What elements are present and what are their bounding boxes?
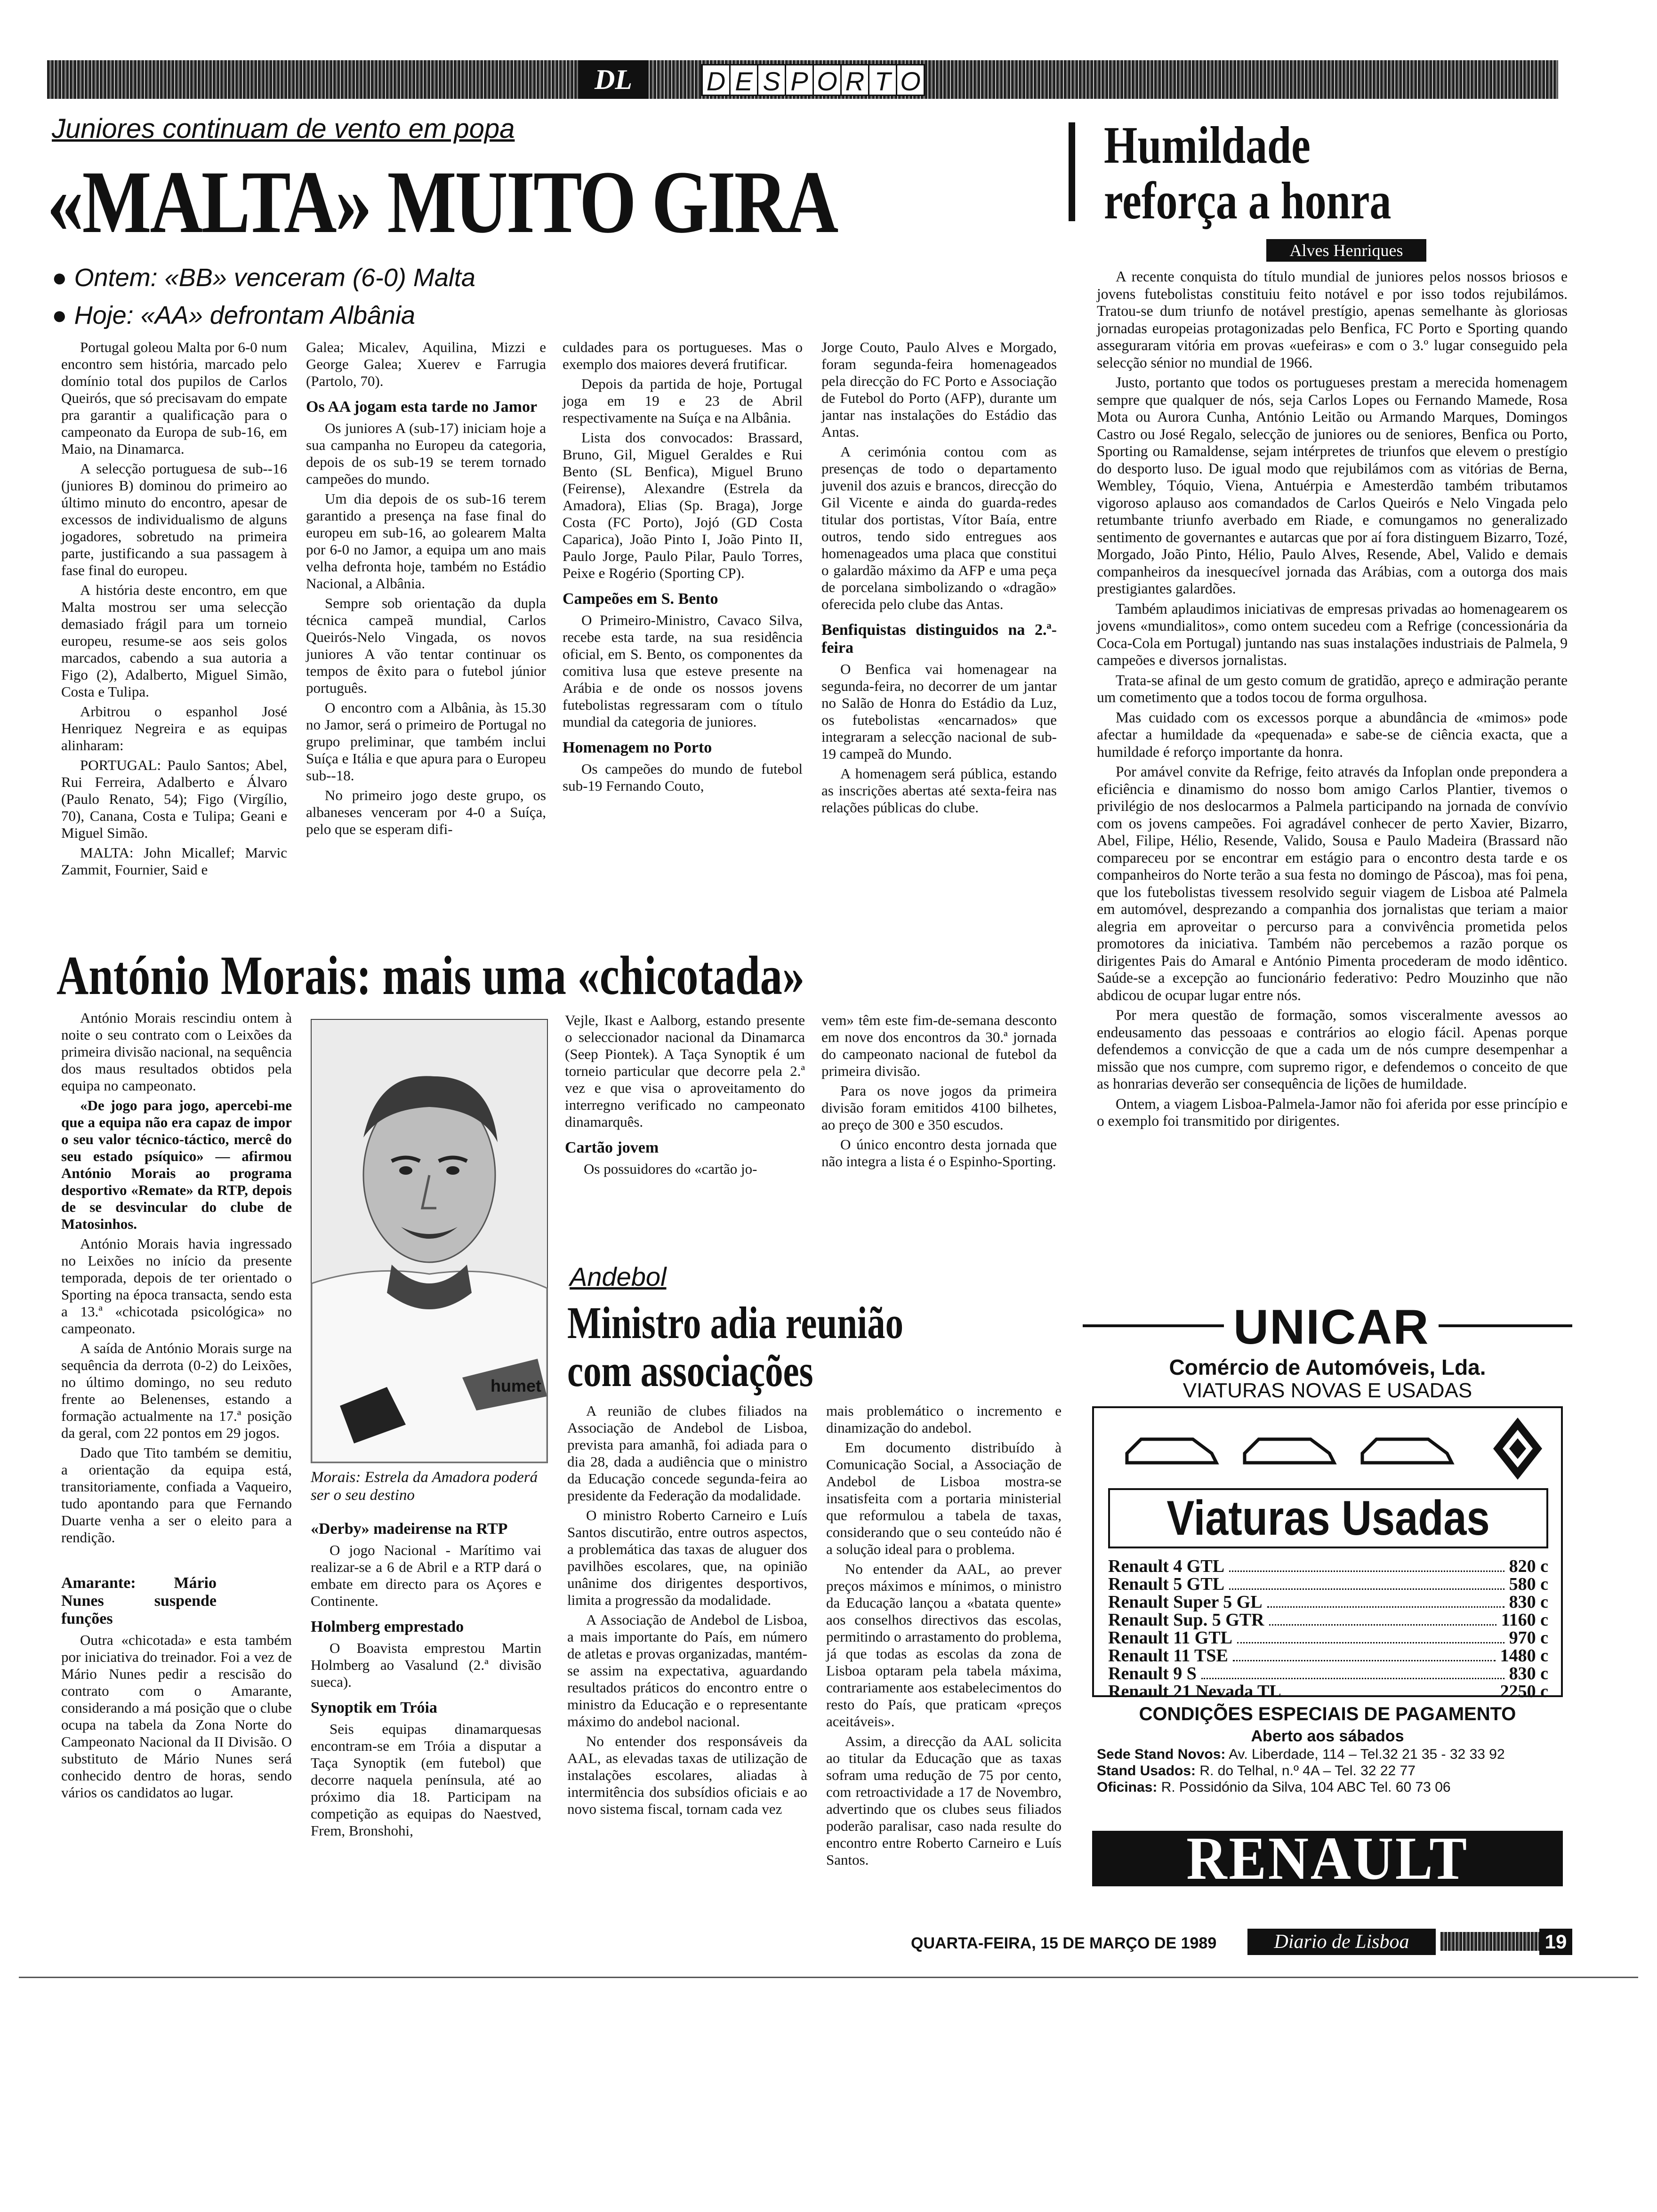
unicar-company: Comércio de Automóveis, Lda. [1169, 1355, 1486, 1379]
paragraph: O único encontro desta jornada que não integra a lista é o Espinho-Sporting. [821, 1136, 1057, 1170]
editorial-rule [1069, 122, 1075, 221]
paragraph: A reunião de clubes filiados na Associação de Andebol de Lisboa, prevista para amanhã, foi adiada para o dia 28, dada a audiência que o ministro da Educação concede segunda-feira ao presidente da Federação da modalidade. [567, 1403, 807, 1504]
section-letter: R [840, 64, 869, 96]
malta-kicker: Juniores continuam de vento em popa [52, 113, 515, 144]
paragraph: Os juniores A (sub-17) iniciam hoje a sua campanha no Europeu da categoria, depois de os sub-19 se terem tornado campeões do mundo. [306, 420, 546, 487]
price-row: Renault 11 TSE 1480 c [1108, 1646, 1548, 1666]
photo-shirt-text: humet [491, 1376, 541, 1395]
paragraph: Também aplaudimos iniciativas de empresas privadas ao homenagearem os jovens «mundialitos», como ontem sucedeu com a Refrige (concessionária da Coca-Cola em Portugal) juntando nas suas instalações industriais de Palmela, 9 campeões e diversos jornalistas. [1097, 600, 1568, 668]
paragraph: Seis equipas dinamarquesas encontram-se em Tróia a disputar a Taça Synoptik (em futebol) que decorre naquela península, até ao próximo dia 18. Participam na competição as equipas do Naestved, Frem, Bronshohi, [311, 1721, 541, 1839]
price-row: Renault 11 GTL 970 c [1108, 1628, 1548, 1648]
section-letter: S [757, 64, 786, 96]
price-row: Renault Super 5 GL 830 c [1108, 1592, 1548, 1612]
unicar-brand: UNICAR [1224, 1304, 1439, 1351]
address-row: Sede Stand Novos: Av. Liberdade, 114 – Tel.32 21 35 - 32 33 92 [1097, 1747, 1505, 1762]
footer-paper: Diario de Lisboa [1247, 1929, 1436, 1955]
page-number: 19 [1539, 1929, 1572, 1955]
andebol-headline [567, 1299, 903, 1395]
headline-line: reforça a honra [1104, 172, 1392, 230]
footer-rule [19, 1977, 1638, 1978]
paragraph: Jorge Couto, Paulo Alves e Morgado, foram segunda-feira homenageados pela direcção do FC Porto e Associação de Futebol do Porto (AFP), durante um jantar nas instalações do Estádio das Antas. [821, 339, 1057, 440]
section-letter: E [729, 64, 758, 96]
paragraph: A cerimónia contou com as presenças de todo o departamento juvenil dos azuis e brancos, direcção do Gil Vicente e ainda do guarda-redes titular dos portistas, Vítor Baía, entre outros, tendo sido entregues aos homenageados uma placa que constitui o galardão máximo da AFP e uma peça de porcelana simbolizando o «dragão» oferecida pelo clube das Antas. [821, 443, 1057, 612]
subheading: Homenagem no Porto [563, 739, 712, 756]
section-letter: P [785, 64, 814, 96]
morais-col-3 [565, 1012, 805, 1242]
paragraph: A recente conquista do título mundial de juniores pelos nossos briosos e jovens futebolistas constituiu feito notável e por isso todos rejubilámos. Tratou-se dum triunfo de notável prestígio, apenas semelhante às gloriosas jornadas europeias protagonizadas pelo Benfica, FC Porto e Sporting quando asseguraram vitória em provas «uefeiras» e com o 3.º lugar conseguido pela selecção sénior no mundial de 1966. [1097, 268, 1568, 371]
paragraph: vem» têm este fim-de-semana desconto em nove dos encontros da 30.ª jornada do campeonato nacional de futebol da primeira divisão. [821, 1012, 1057, 1079]
paragraph: No primeiro jogo deste grupo, os albaneses venceram por 4-0 a Suíça, pelo que se esperam difi- [306, 787, 546, 837]
paragraph: Arbitrou o espanhol José Henriquez Negreira e as equipas alinharam: [61, 703, 287, 753]
paragraph: Um dia depois de os sub-16 terem garantido a presença na fase final do europeu em sub-16, ao golearem Malta por 6-0 no Jamor, a equipa um ano mais velha defronta hoje, também no Estádio Nacional, a Albânia. [306, 490, 546, 592]
malta-bullets [52, 259, 475, 334]
paragraph: António Morais havia ingressado no Leixões no início da presente temporada, depois de ter orientado o Sporting na época transacta, sendo esta a 13.ª «chicotada psicológica» no campeonato. [61, 1235, 292, 1337]
used-cars-banner [1108, 1488, 1548, 1548]
andebol-col-2 [826, 1403, 1062, 1868]
subheading: Campeões em S. Bento [563, 590, 718, 608]
headline-line: Humildade [1104, 116, 1311, 175]
addresses [1097, 1746, 1568, 1795]
morais-col-4 [821, 1012, 1057, 1242]
paragraph: A Associação de Andebol de Lisboa, a mais importante do País, em número de atletas e provas organizadas, mantém-se assim na expectativa, aguardando resultados práticos do encontro entre o ministro da Educação e o representante máximo do andebol nacional. [567, 1611, 807, 1730]
paragraph: Lista dos convocados: Brassard, Bruno, Gil, Miguel Geraldes e Rui Bento (SL Benfica), Miguel Bruno (Feirense), Alexandre (Estrela da Amadora), Elias (Sp. Braga), Jorge Costa (FC Porto), Jojó (GD Costa Caparica), João Pinto I, João Pinto II, Paulo Jorge, Paulo Pilar, Paulo Torres, Peixe e Rogério (Sporting CP). [563, 429, 803, 581]
paragraph: A homenagem será pública, estando as inscrições abertas até sexta-feira nas relações públicas do clube. [821, 765, 1057, 816]
paragraph: Depois da partida de hoje, Portugal joga em 19 e 23 de Abril respectivamente na Suíça e na Albânia. [563, 376, 803, 426]
address-row: Stand Usados: R. do Telhal, n.º 4A – Tel. 32 22 77 [1097, 1763, 1416, 1779]
paragraph: MALTA: John Micallef; Marvic Zammit, Fournier, Said e [61, 844, 287, 878]
morais-photo [311, 1019, 548, 1463]
paragraph: O ministro Roberto Carneiro e Luís Santos discutirão, entre outros aspectos, a problemática das taxas de aluguer dos pavilhões escolares, que, na opinião unânime dos dirigentes desportivos, limita a progressão da modalidade. [567, 1507, 807, 1608]
paragraph: mais problemático o incremento e dinamização do andebol. [826, 1403, 1062, 1436]
bullet-item: ● Hoje: «AA» defrontam Albânia [52, 301, 416, 329]
malta-col-2 [306, 339, 546, 927]
morais-portrait [312, 1020, 547, 1462]
subheading: «Derby» madeirense na RTP [311, 1520, 508, 1538]
paragraph: Sempre sob orientação da dupla técnica campeã mundial, Carlos Queirós-Nelo Vingada, os novos juniores A vão tentar continuar os tempos de êxito para o futebol júnior português. [306, 595, 546, 696]
malta-col-4 [821, 339, 1057, 927]
paragraph: O Primeiro-Ministro, Cavaco Silva, recebe esta tarde, na sua residência oficial, em S. Bento, os componentes da comitiva lusa que esteve presente na Arábia e de onde os nossos jovens futebolistas regressaram com o título mundial da categoria de juniores. [563, 612, 803, 730]
paragraph: Outra «chicotada» e esta também por iniciativa do treinador. Foi a vez de Mário Nunes pedir a rescisão do contrato com o Amarante, considerando a má posição que o clube ocupa na tabela da Zona Norte do Campeonato Nacional da II Divisão. O substituto de Mário Nunes será conhecido dentro de horas, sendo vários os candidatos ao lugar. [61, 1632, 292, 1801]
paragraph: Ontem, a viagem Lisboa-Palmela-Jamor não foi aferida por esse princípio e o exemplo foi transmitido por dirigentes. [1097, 1095, 1568, 1129]
malta-headline: «MALTA» MUITO GIRA [47, 153, 837, 252]
paragraph: O Boavista emprestou Martin Holmberg ao Vasalund (2.ª divisão sueca). [311, 1640, 541, 1690]
section-title [701, 64, 924, 96]
paragraph: PORTUGAL: Paulo Santos; Abel, Rui Ferreira, Adalberto e Álvaro (Paulo Renato, 54); Figo (Virgílio, 70), Canana, Costa e Tulipa; Geani e Miguel Simão. [61, 757, 287, 841]
paragraph: A saída de António Morais surge na sequência da derrota (0-2) do Leixões, no último domingo, no seu reduto frente ao Belenenses, estando a formação actualmente na 17.ª posição da geral, com 22 pontos em 29 jogos. [61, 1340, 292, 1441]
price-row: Renault 21 Nevada TL 2250 c [1108, 1682, 1548, 1701]
paragraph: Vejle, Ikast e Aalborg, estando presente o seleccionador nacional da Dinamarca (Seep Piontek). A Taça Synoptik é um torneio particular que decorre pela 2.ª vez e que visa o aproveitamento do interregno verificado no campeonato dinamarquês. [565, 1012, 805, 1130]
paragraph: Galea; Micalev, Aquilina, Mizzi e George Galea; Xuerev e Farrugia (Partolo, 70). [306, 339, 546, 389]
headline-line: Ministro adia reunião [567, 1298, 904, 1348]
paragraph: Os campeões do mundo de futebol sub-19 Fernando Couto, [563, 761, 803, 794]
subheading: Benfiquistas distinguidos na 2.ª-feira [821, 621, 1057, 657]
editorial-headline [1104, 118, 1391, 229]
paragraph: Mas cuidado com os excessos porque a abundância de «mimos» pode afectar a humildade da «pequenada» e sabe-se de ciência exacta, que a humildade é reforço importante da honra. [1097, 709, 1568, 760]
paragraph: culdades para os portugueses. Mas o exemplo dos maiores deverá frutificar. [563, 339, 803, 372]
paragraph: Em documento distribuído à Comunicação Social, a Associação de Andebol de Lisboa mostra-se insatisfeita com a portaria ministerial que reformulou a tabela de taxas, considerando que o seu conteúdo não é a solução ideal para o problema. [826, 1439, 1062, 1557]
paragraph: «De jogo para jogo, apercebi-me que a equipa não era capaz de impor o seu valor técnico-táctico, mercê do seu estado psíquico» — afirmou António Morais ao programa desportivo «Remate» da RTP, depois de se desvincular do clube de Matosinhos. [61, 1097, 292, 1232]
headline-line: com associações [567, 1346, 813, 1396]
paragraph: No entender dos responsáveis da AAL, as elevadas taxas de utilização de instalações escolares, aliadas à intermitência dos subsídios oficiais e ao novo sistema fiscal, tornam cada vez [567, 1733, 807, 1817]
paragraph: Por amável convite da Refrige, feito através da Infoplan onde prepondera a eficiência e dinamismo do nosso bom amigo Carlos Plantier, tivemos o privilégio de nos deslocarmos a Palmela participando na jornada de convívio com os jovens campeões. Foi agradável conhecer de perto Xavier, Bizarro, Abel, Filipe, Hélio, Resende, Valido, Sousa e Paulo Madeira (Brassard não compareceu por se encontrar em estágio para o encontro desta tarde e os companheiros do Norte terão a sua festa no domingo de Páscoa), mas foi pena, que los futebolistas tivessem resolvido seguir viagem de Lisboa até Palmela em automóvel, desprezando a companhia dos jornalistas que teriam a maior alegria em aproveitar o percurso para a convivência prometida pelos promotores da iniciativa. Também não percebemos a razão porque os dirigentes Pais do Amaral e António Pimenta procederam de modo idêntico. Saúde-se a excepção ao funcionário federativo: Pedro Mouzinho que não abdicou de ocupar lugar entre nós. [1097, 763, 1568, 1003]
paragraph: António Morais rescindiu ontem à noite o seu contrato com o Leixões da primeira divisão nacional, na sequência dos maus resultados obtidos pela equipa no campeonato. [61, 1010, 292, 1094]
subheading: Holmberg emprestado [311, 1618, 464, 1635]
bullet-icon: ● [52, 301, 74, 329]
editorial-body [1097, 268, 1568, 1285]
paragraph: A história deste encontro, em que Malta mostrou ser uma selecção demasiado frágil para um torneio europeu, resume-se aos seis golos marcados, cabendo a sua autoria a Figo (2), Adalberto, Miguel Simão, Costa e Tulipa. [61, 582, 287, 700]
footer-date: QUARTA-FEIRA, 15 DE MARÇO DE 1989 [911, 1934, 1217, 1952]
cars-icon [1122, 1420, 1461, 1472]
section-letter: O [896, 64, 925, 96]
ad-box [1092, 1406, 1563, 1701]
subheading: Os AA jogam esta tarde no Jamor [306, 398, 538, 416]
masthead-logo: DL [578, 60, 649, 99]
paragraph: Os possuidores do «cartão jo- [584, 1161, 757, 1177]
conditions: CONDIÇÕES ESPECIAIS DE PAGAMENTO [1139, 1704, 1516, 1724]
footer-hatch [1440, 1932, 1539, 1951]
section-letter: O [812, 64, 842, 96]
unicar-ad [1083, 1300, 1572, 1817]
paragraph: O Benfica vai homenagear na segunda-feira, no decorrer de um jantar no Salão de Honra do Estádio da Luz, os futebolistas «encarnados» que integraram a selecção nacional de sub-19 campeã do Mundo. [821, 661, 1057, 762]
andebol-kicker: Andebol [570, 1262, 667, 1291]
paragraph: Por mera questão de formação, somos visceralmente avessos ao endeusamento das pessoaas e contrários ao elogio fácil. Apenas porque defendemos a convicção de que a cada um de nós cumpre desempenhar a missão que nos cumpre, com supremo rigor, e defendemos o conceito de que as honrarias deverão ser consequência de lições de humildade. [1097, 1007, 1568, 1092]
price-row: Renault Sup. 5 GTR 1160 c [1108, 1610, 1548, 1630]
morais-col-2 [311, 1520, 541, 1839]
paragraph: Dado que Tito também se demitiu, a orientação da equipa está, transitoriamente, confiada a Vaqueiro, tudo apontando para que Fernando Duarte venha a ser o eleito para a rendição. [61, 1444, 292, 1546]
renault-banner [1092, 1825, 1563, 1892]
price-list [1108, 1558, 1548, 1701]
paragraph: Trata-se afinal de um gesto comum de gratidão, apreço e admiração perante um cometimento que a todos tocou de forma orgulhosa. [1097, 672, 1568, 705]
paragraph: No entender da AAL, ao prever preços máximos e mínimos, o ministro da Educação lançou a «batata quente» aos conselhos directivos das escolas, permitindo o arrastamento do problema, já que todas as escolas da zona de Lisboa optaram pela tabela máxima, contrariamente aos estabelecimentos do resto do País, que praticam «preços aceitáveis». [826, 1561, 1062, 1730]
bullet-icon: ● [52, 264, 74, 292]
section-letter: D [701, 64, 731, 96]
subheading: Synoptik em Tróia [311, 1699, 437, 1716]
malta-col-1 [61, 339, 287, 927]
unicar-tagline: VIATURAS NOVAS E USADAS [1182, 1379, 1472, 1402]
paragraph: Portugal goleou Malta por 6-0 num encontro sem história, marcado pelo domínio total dos pupilos de Carlos Queirós, que só precisavam do empate pra garantir a qualificação para o campeonato da Europa de sub-16, em Maio, na Dinamarca. [61, 339, 287, 457]
morais-headline: António Morais: mais uma «chicotada» [56, 945, 805, 1006]
bullet-item: ● Ontem: «BB» venceram (6-0) Malta [52, 264, 475, 292]
price-row: Renault 4 GTL 820 c [1108, 1556, 1548, 1576]
subheading: Cartão jovem [565, 1139, 659, 1156]
andebol-col-1 [567, 1403, 807, 1826]
renault-wordmark: RENAULT [1186, 1825, 1469, 1892]
morais-photo-caption: Morais: Estrela da Amadora poderá ser o seu destino [311, 1469, 538, 1504]
paragraph: Para os nove jogos da primeira divisão foram emitidos 4100 bilhetes, ao preço de 300 e 350 escudos. [821, 1082, 1057, 1133]
subheading: Amarante: Mário Nunes suspende funções [61, 1574, 217, 1627]
opening-hours: Aberto aos sábados [1251, 1727, 1404, 1745]
address-row: Oficinas: R. Possidónio da Silva, 104 ABC Tel. 60 73 06 [1097, 1779, 1451, 1795]
paragraph: O encontro com a Albânia, às 15.30 no Jamor, será o primeiro de Portugal no grupo preliminar, que também inclui Suíça e Itália e que apura para o Europeu sub--18. [306, 699, 546, 784]
used-cars-banner-text: Viaturas Usadas [1166, 1491, 1490, 1546]
editorial-byline: Alves Henriques [1266, 239, 1426, 262]
price-row: Renault 5 GTL 580 c [1108, 1574, 1548, 1594]
paragraph: A selecção portuguesa de sub--16 (juniores B) dominou do primeiro ao último minuto do encontro, apesar de excessos de individualismo de alguns jogadores, sobretudo na primeira parte, justificando a sua passagem à fase final do europeu. [61, 460, 287, 578]
paragraph: O jogo Nacional - Marítimo vai realizar-se a 6 de Abril e a RTP dará o embate em directo para os Açores e Continente. [311, 1542, 541, 1609]
paragraph: Justo, portanto que todos os portugueses prestam a merecida homenagem sempre que qualquer de nós, seja Carlos Lopes ou Fernando Mamede, Rosa Mota ou Aurora Cunha, António Leitão ou Armando Marques, Domingos Castro ou José Regalo, selecção de juniores ou de seniores, Benfica ou Porto, Sporting ou Ramaldense, sejam intérpretes de triunfos que elevem o prestígio do desporto luso. De igual modo que rejubilámos com as vitórias de Berna, Wembley, Tóquio, Viena, Antuérpia e Amesterdão também tributamos vigoroso aplauso aos comandados de Carlos Queirós e Nelo Vingada pelo retumbante triunfo averbado em Riade, e comungamos no generalizado sentimento de governantes e autarcas que por aí fora distinguem Bizarro, Tozé, Morgado, João Pinto, Hélio, Paulo Alves, Resende, Abel, Valido e demais companheiros da inesquecível jornada das Arábias, com a outorga dos mais prestigiantes galardões. [1097, 374, 1568, 597]
paragraph: Assim, a direcção da AAL solicita ao titular da Educação que as taxas sofram uma redução de 75 por cento, com retroactividade a 17 de Novembro, advertindo que os clubes seus filiados poderão paralisar, caso nada resulte do encontro entre Roberto Carneiro e Luís Santos. [826, 1733, 1062, 1868]
section-letter: T [868, 64, 897, 96]
morais-col-1 [61, 1010, 292, 1824]
price-row: Renault 9 S 830 c [1108, 1664, 1548, 1683]
renault-logo-icon [1489, 1416, 1546, 1482]
malta-col-3 [563, 339, 803, 927]
